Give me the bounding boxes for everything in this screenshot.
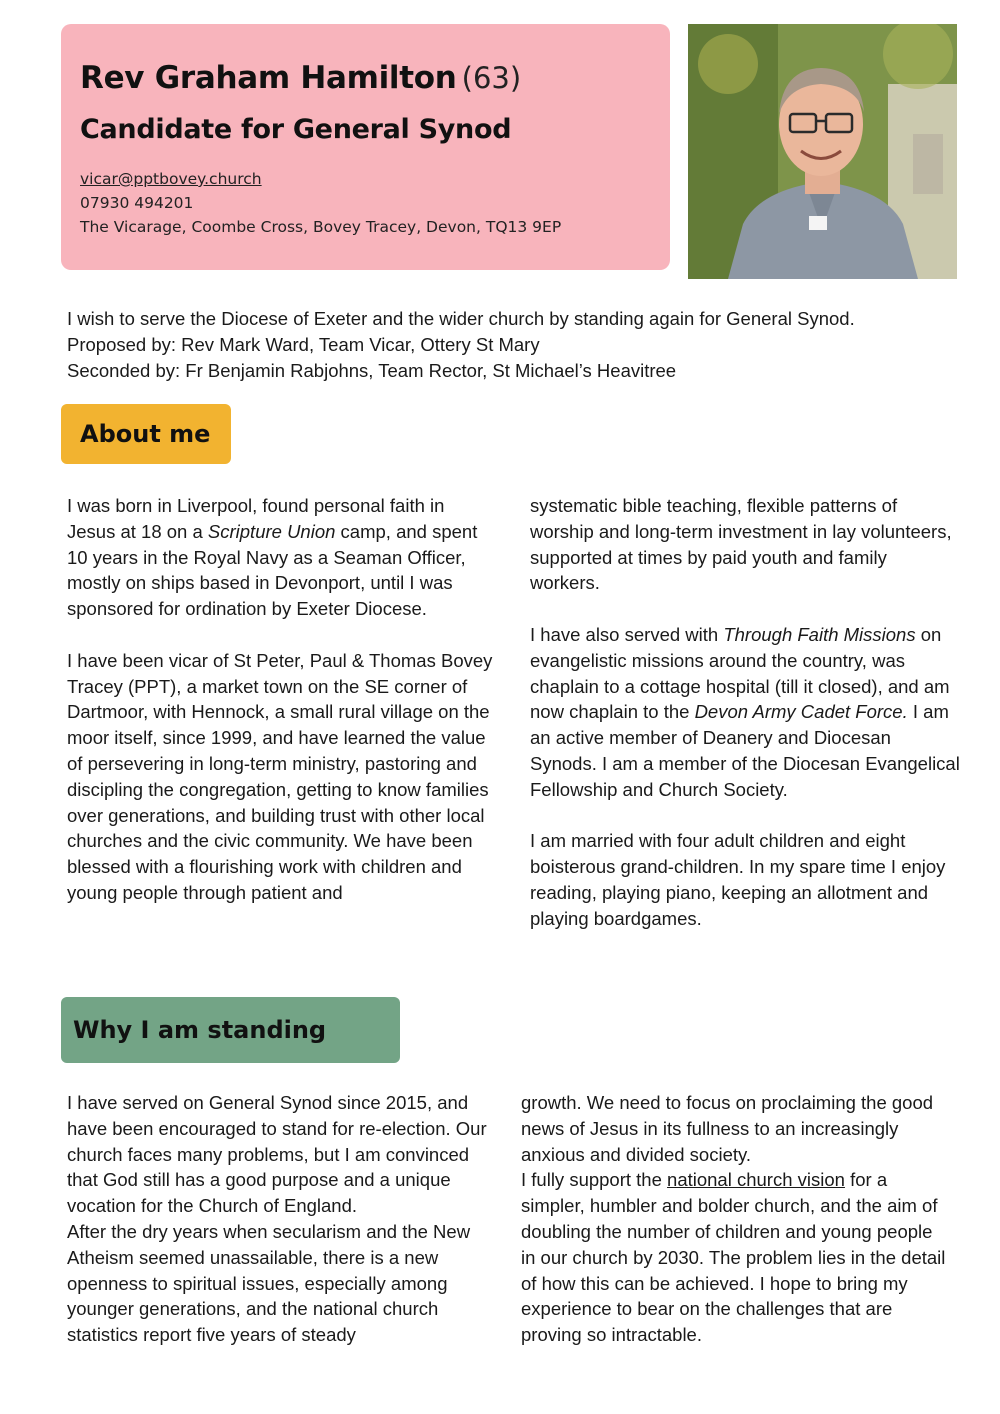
about-p3-text-a: I have also served with (530, 623, 724, 645)
why-standing-heading: Why I am standing (61, 997, 400, 1063)
through-faith-missions-italic: Through Faith Missions (723, 623, 916, 645)
about-paragraph-2-continued: systematic bible teaching, flexible patterns of worship and long-term investment in lay volunteers, supported at times by paid youth and family workers. (530, 495, 952, 594)
phone-number: 07930 494201 (80, 194, 194, 212)
postal-address: The Vicarage, Coombe Cross, Bovey Tracey, Devon, TQ13 9EP (80, 218, 562, 236)
about-me-heading: About me (61, 404, 231, 464)
intro-statement: I wish to serve the Diocese of Exeter and the wider church by standing again for General Synod. (67, 308, 855, 329)
candidate-name-line (80, 58, 670, 103)
candidate-subtitle: Candidate for General Synod (80, 114, 512, 145)
candidate-age: (63) (461, 61, 522, 95)
about-p3-text-c: I am an active member of Deanery and Diocesan Synods. I am a member of the Diocesan Evangelical Fellowship and Church Society. (530, 701, 960, 800)
proposed-by: Proposed by: Rev Mark Ward, Team Vicar, Ottery St Mary (67, 334, 540, 355)
why-paragraph-2-continued: growth. We need to focus on proclaiming the good news of Jesus in its fullness to an increasingly anxious and divided society. (521, 1092, 934, 1165)
about-p3-text-b: on evangelistic missions around the country, was chaplain to a cottage hospital (till it closed), and am now chaplain to the (530, 623, 950, 723)
why-p3-text-b: for a simpler, humbler and bolder church, and the aim of doubling the number of children and young people in our church by 2030. The problem lies in the detail of how this can be achieved. I hope to bring my experience to bear on the challenges that are proving so intractable. (521, 1169, 946, 1346)
about-column-left (67, 493, 497, 906)
seconded-by: Seconded by: Fr Benjamin Rabjohns, Team Rector, St Michael’s Heavitree (67, 360, 677, 381)
candidate-name: Rev Graham Hamilton (80, 60, 457, 96)
why-paragraph-1: I have served on General Synod since 2015, and have been encouraged to stand for re-election. Our church faces many problems, but I am convinced that God still has a good purpose and a unique vocation for the Church of England. (67, 1092, 487, 1217)
why-paragraph-2: After the dry years when secularism and the New Atheism seemed unassailable, there is a new openness to spiritual issues, especially among younger generations, and the national church statistics report five years of steady (67, 1220, 471, 1346)
national-church-vision-link[interactable]: national church vision (667, 1169, 845, 1191)
why-column-right (521, 1090, 951, 1348)
why-p3-text-a: I fully support the (521, 1169, 668, 1191)
why-column-left (67, 1090, 487, 1348)
header-card (61, 24, 670, 270)
about-column-right (530, 493, 960, 932)
contact-details (80, 167, 670, 239)
scripture-union-italic: Scripture Union (207, 520, 336, 542)
about-paragraph-2: I have been vicar of St Peter, Paul & Thomas Bovey Tracey (PPT), a market town on the SE corner of Dartmoor, with Hennock, a small rural village on the moor itself, since 1999, and have learned the value of persevering in long-term ministry, pastoring and discipling the congregation, getting to know families over generations, and building trust with other local churches and the civic community. We have been blessed with a flourishing work with children and young people through patient and (67, 649, 493, 903)
candidate-photo (688, 24, 957, 279)
intro-section (67, 306, 967, 384)
about-paragraph-3 (530, 622, 960, 803)
why-paragraph-3 (521, 1167, 951, 1348)
about-p1-text-a: I was born in Liverpool, found personal faith in Jesus at 18 on a (67, 495, 445, 542)
about-paragraph-1 (67, 493, 497, 622)
about-p1-text-b: camp, and spent 10 years in the Royal Navy as a Seaman Officer, mostly on ships based in Devonport, until I was sponsored for ordination by Exeter Diocese. (67, 520, 478, 620)
email-link[interactable]: vicar@pptbovey.church (80, 170, 262, 188)
about-paragraph-4: I am married with four adult children and eight boisterous grand-children. In my spare time I enjoy reading, playing piano, keeping an allotment and playing boardgames. (530, 830, 946, 929)
portrait-illustration (688, 24, 957, 279)
army-cadet-force-italic: Devon Army Cadet Force. (694, 701, 908, 723)
